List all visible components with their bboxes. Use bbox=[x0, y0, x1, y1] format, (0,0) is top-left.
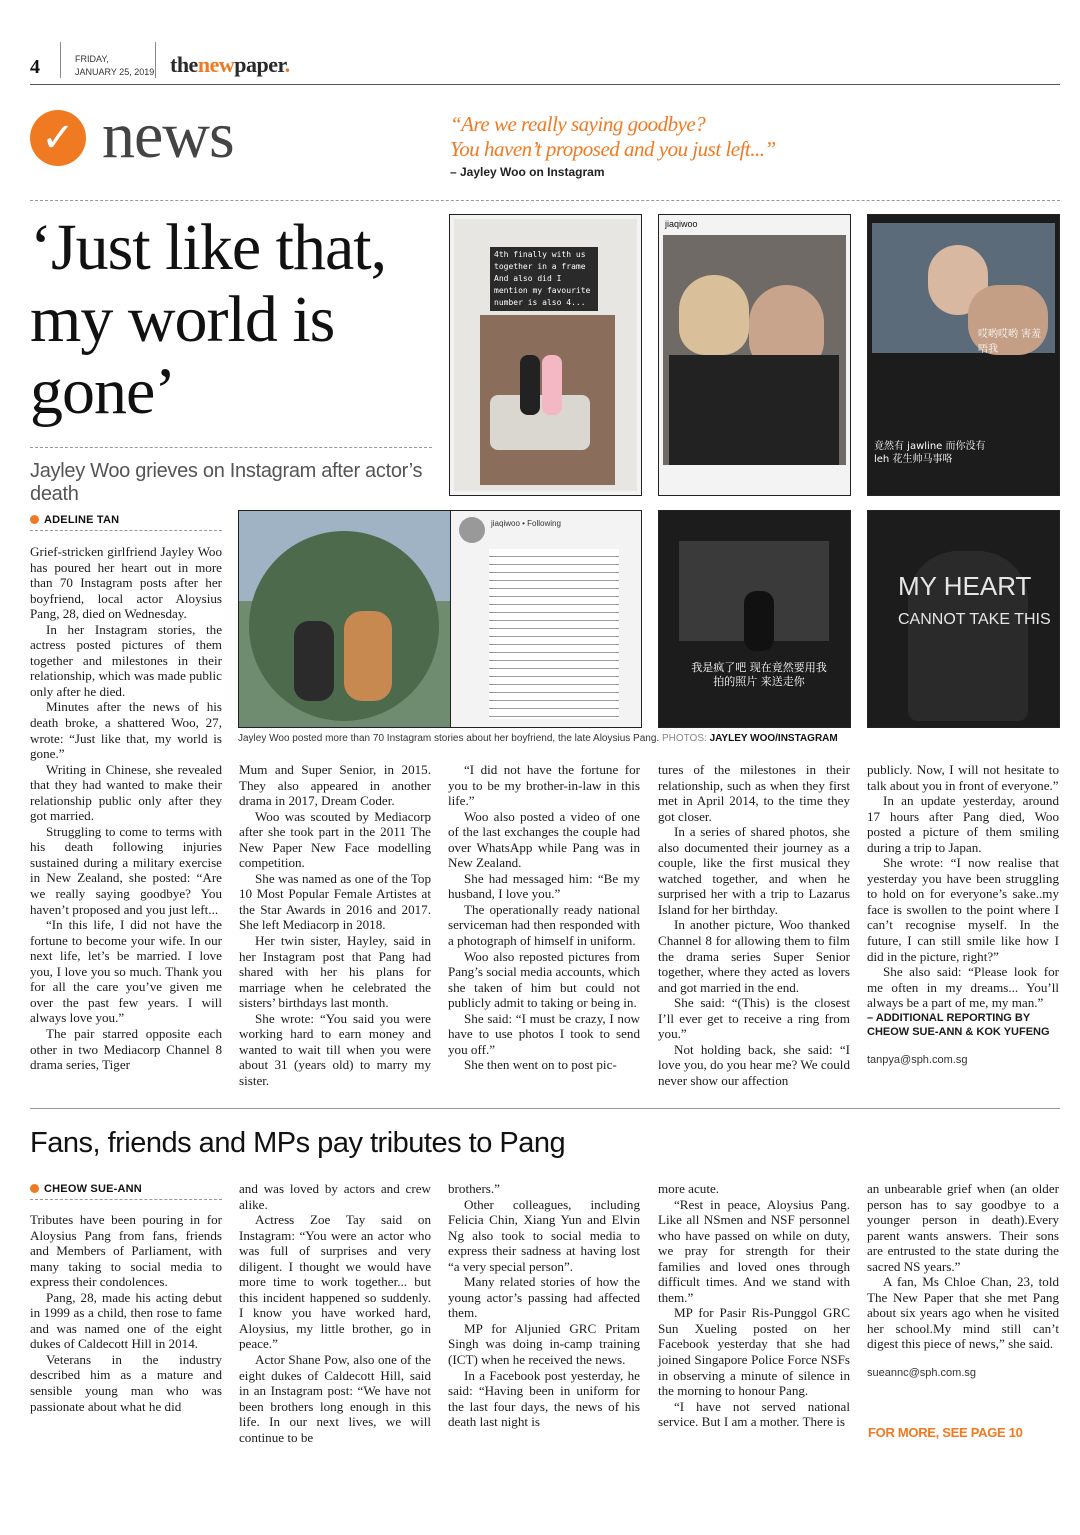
section-label: news bbox=[102, 99, 234, 172]
section-divider bbox=[30, 200, 1060, 201]
pull-quote-attribution: – Jayley Woo on Instagram bbox=[450, 165, 605, 179]
story2-column-5: an unbearable grief when (an older person has to say goodbye to a younger person in death).Every parent wants answers. Their sons are entrusted to the state during the sacred NS years.” A fan, Ms Chloe Chan, 23, told The New Paper that she met Pang about six years ago when he visited her school.My mind still can’t digest this piece of news,” she said. sueannc@sph.com.sg bbox=[867, 1181, 1059, 1382]
story-divider bbox=[30, 1108, 1060, 1109]
additional-reporting: – ADDITIONAL REPORTING BY CHEOW SUE-ANN & KOK YUFENG bbox=[867, 1011, 1050, 1038]
issue-day: FRIDAY, bbox=[75, 54, 109, 64]
instagram-photo-7 bbox=[867, 510, 1060, 728]
brand-logo: thenewpaper. bbox=[170, 52, 290, 77]
story2-column-4: more acute. “Rest in peace, Aloysius Pang. Like all NSmen and NSF personnel who have passed on while on duty, we pray for strength for their families and loved ones through difficult times. And we stand with them.” MP for Pasir Ris-Punggol GRC Sun Xueling posted on her Facebook yesterday that she had joined Singapore Police Force NSFs in observing a minute of silence in the morning to honour Pang. “I have not served national service. But I am a mother. There is bbox=[658, 1181, 850, 1430]
photo-1-sticker: 4th finally with us together in a frame And also did I mention my favourite number is also 4... bbox=[490, 247, 598, 311]
pull-quote: “Are we really saying goodbye? You haven’t proposed and you just left...” bbox=[450, 112, 776, 161]
photo-7-title: MY HEART bbox=[898, 571, 1032, 601]
page-title: ‘Just like that, my world is gone’ bbox=[30, 211, 387, 428]
photo-6-caption: 我是疯了吧 现在竟然要用我拍的照片 来送走你 bbox=[691, 661, 827, 688]
story1-column-3: “I did not have the fortune for you to be my brother-in-law in this life.” Woo also posted a video of one of the last exchanges the couple had over WhatsApp while Pang was in New Zealand. She had messaged him: “Be my husband, I love you.” The operationally ready national serviceman had then responded with a photograph of himself in uniform. Woo also reposted pictures from Pang’s social media accounts, which she taken of him but could not publicly admit to taking or being in. She said: “I must be crazy, I now have to use photos I took to send you off.” She then went on to post pic- bbox=[448, 762, 640, 1073]
headline-divider bbox=[30, 447, 432, 448]
story2-byline: CHEOW SUE-ANN bbox=[30, 1183, 142, 1195]
story1-column-2: Mum and Super Senior, in 2015. They also appeared in another drama in 2017, Dream Coder. Woo was scouted by Mediacorp after she took part in the 2011 The New Paper New Face modelling competition. She was named as one of the Top 10 Most Popular Female Artistes at the Star Awards in 2016 and 2017. She left Mediacorp in 2018. Her twin sister, Hayley, said in her Instagram post that Pang had shared with her his plans for marriage when he celebrated the sisters’ birthdays last month. She wrote: “You said you were working hard to earn money and wanted to wait till when you were about 31 (years old) to marry my sister. bbox=[239, 762, 431, 1088]
page-number: 4 bbox=[30, 56, 40, 78]
instagram-photo-6 bbox=[658, 510, 851, 728]
subheadline: Jayley Woo grieves on Instagram after actor’s death bbox=[30, 460, 423, 505]
masthead-divider bbox=[60, 42, 61, 78]
instagram-photo-3 bbox=[867, 214, 1060, 496]
check-icon: ✓ bbox=[30, 110, 86, 166]
instagram-photo-4 bbox=[238, 510, 451, 728]
issue-date-text: JANUARY 25, 2019 bbox=[75, 67, 155, 77]
instagram-photo-1 bbox=[449, 214, 642, 496]
story2-column-1: Tributes have been pouring in for Aloysius Pang from fans, friends and Members of Parliament, with many taking to social media to express their condolences. Pang, 28, made his acting debut in 1999 as a child, then rose to fame and was named one of the eight dukes of Caldecott Hill in 2014. Veterans in the industry described him as a mature and sensible young man who was passionate about what he did bbox=[30, 1212, 222, 1414]
author-email: tanpya@sph.com.sg bbox=[867, 1053, 968, 1066]
story1-column-5: publicly. Now, I will not hesitate to talk about you in front of everyone.” In an update yesterday, around 17 hours after Pang died, Woo posted a picture of them smiling during a trip to Japan. She wrote: “I now realise that yesterday you have been struggling to hold on for everyone’s sake..my face is swollen to the point where I can’t recognise myself. In the future, I can still smile like how I did in the picture, right?” She also said: “Please look for me often in my dreams... You’ll always be a part of me, my man.” – ADDITIONAL REPORTING BY CHEOW SUE-ANN & KOK YUFENG tanpya@sph.com.sg bbox=[867, 762, 1059, 1068]
byline-divider bbox=[30, 1199, 222, 1200]
byline: ADELINE TAN bbox=[30, 514, 119, 526]
masthead-rule bbox=[30, 84, 1060, 85]
issue-date bbox=[75, 53, 154, 79]
photo-3-caption-2: 竟然有 jawline 而你没有 leh 花生帅马事咯 bbox=[874, 441, 986, 465]
story2-column-3: brothers.” Other colleagues, including Felicia Chin, Xiang Yun and Elvin Ng also took to social media to express their sadness at having lost “a very special person”. Many related stories of how the young actor’s passing had affected them. MP for Aljunied GRC Pritam Singh was doing in-camp training (ICT) when he received the news. In a Facebook post yesterday, he said: “Having been in uniform for the last four days, the news of his death last night is bbox=[448, 1181, 640, 1430]
more-link[interactable]: FOR MORE, SEE PAGE 10 bbox=[868, 1425, 1023, 1440]
story2-column-2: and was loved by actors and crew alike. Actress Zoe Tay said on Instagram: “You were an actor who was full of surprises and very diligent. I thought we would have more time to work together... but this incident happened so suddenly. I know you have worked hard, Aloysius, my little brother, go in peace.” Actor Shane Pow, also one of the eight dukes of Caldecott Hill, said in an Instagram post: “We have not been brothers long enough in this life. In our next lives, we will continue to be bbox=[239, 1181, 431, 1445]
instagram-photo-2 bbox=[658, 214, 851, 496]
photo-3-caption: 哎哟哎哟 害羞唔我 bbox=[978, 329, 1042, 355]
story1-column-4: tures of the milestones in their relationship, such as when they first met in April 2014, to the time they got closer. In a series of shared photos, she also documented their journey as a couple, like the first musical they watched together, and when he surprised her with a trip to Lazarus Island for her birthday. In another picture, Woo thanked Channel 8 for allowing them to film the drama series Super Senior together, where they acted as lovers and got married in the end. She said: “(This) is the closest I’ll ever get to receive a ring from you.” Not holding back, she said: “I love you, do you hear me? We could never show our affection bbox=[658, 762, 850, 1088]
instagram-photo-5 bbox=[450, 510, 642, 728]
story1-column-1: Grief-stricken girlfriend Jayley Woo has poured her heart out in more than 70 Instagram posts after her boyfriend, local actor Aloysius Pang, 28, died on Wednesday. In her Instagram stories, the actress posted pictures of them together and milestones in their relationship, which was made public only after he died. Minutes after the news of his death broke, a shattered Woo, 27, wrote: “Just like that, my world is gone.” Writing in Chinese, she revealed that they had wanted to make their relationship public only after they got married. Struggling to come to terms with his death following injuries sustained during a military exercise in New Zealand, she posted: “Are we really saying goodbye? You haven’t proposed and you just left... “In this life, I did not have the fortune to become your wife. In our next life, let’s be married. I love you, I love you so much. Thank you for all the care you’ve given me over the past few years. I will always love you.” The pair starred opposite each other in two Mediacorp Channel 8 drama series, Tiger bbox=[30, 544, 222, 1073]
photo-5-user: jiaqiwoo • Following bbox=[491, 519, 561, 528]
photo-7-subtitle: CANNOT TAKE THIS bbox=[898, 611, 1051, 628]
byline-divider bbox=[30, 530, 222, 531]
avatar bbox=[459, 517, 485, 543]
masthead-divider bbox=[155, 42, 156, 78]
photo-2-user: jiaqiwoo bbox=[665, 219, 698, 229]
photo-caption: Jayley Woo posted more than 70 Instagram stories about her boyfriend, the late Aloysius Pang. PHOTOS: JAYLEY WOO/INSTAGRAM bbox=[238, 733, 838, 744]
story2-headline: Fans, friends and MPs pay tributes to Pang bbox=[30, 1127, 566, 1159]
author-email: sueannc@sph.com.sg bbox=[867, 1367, 977, 1380]
